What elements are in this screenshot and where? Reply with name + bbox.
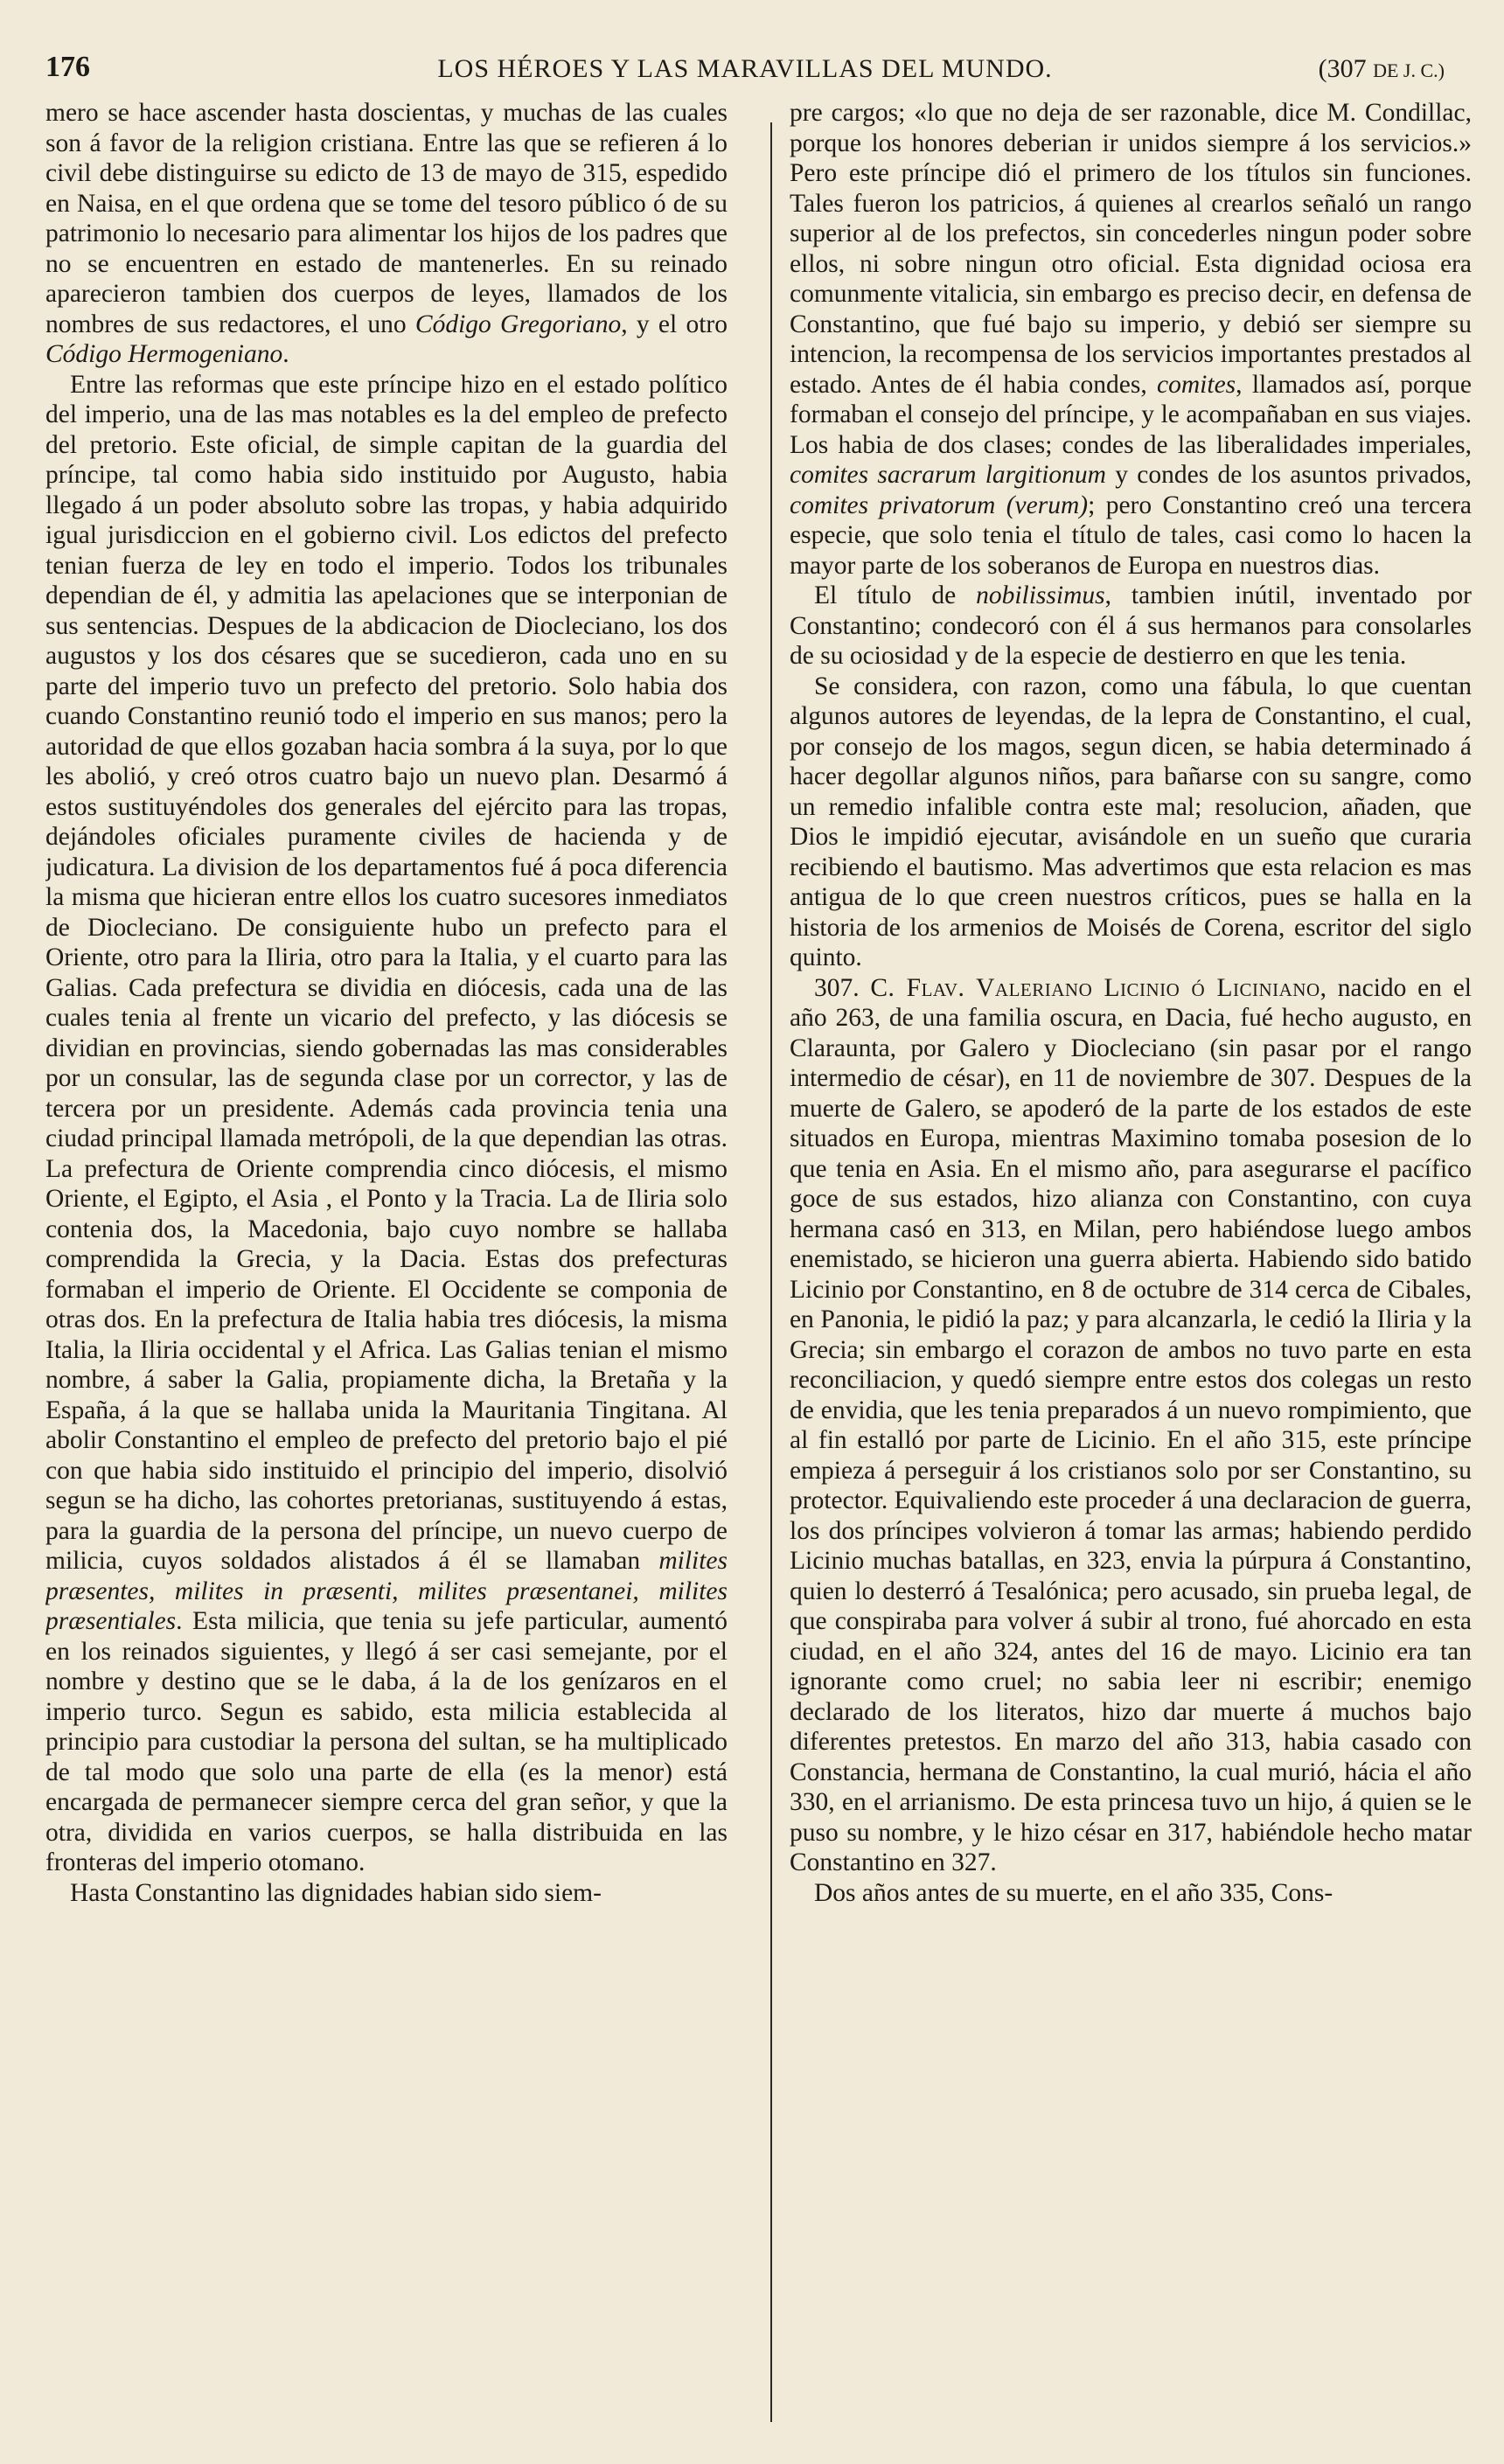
paragraph-licinius: 307. C. Flav. Valeriano Licinio ó Liciniano, nacido en el año 263, de una familia oscura, en Dacia, fué hecho augusto, en Claraunta, por Galero y Diocleciano (sin pasar por el rango intermedio de césar), en 11 de noviembre de 307. Despues de la muerte de Galero, se apoderó de la parte de los estados de este situados en Europa, mientras Maximino tomaba posesion de lo que tenia en Asia. En el mismo año, para asegurarse el pacífico goce de sus estados, hizo alianza con Constantino, con cuya hermana casó en 313, en Milan, pero habiéndose luego ambos enemistado, se hicieron una guerra abierta. Habiendo sido batido Licinio por Constantino, en 8 de octubre de 314 cerca de Cibales, en Panonia, le pidió la paz; y para alcanzarla, le cedió la Iliria y la Grecia; sin embargo el corazon de ambos no tuvo parte en esta reconciliacion, y quedó siempre entre estos dos colegas un resto de envidia, que les tenia preparados á un nuevo rompimiento, que al fin estalló por parte de Licinio. En el año 315, este príncipe empieza á perseguir á los cristianos solo por ser Constantino, su protector. Equivaliendo este proceder á una declaracion de guerra, los dos príncipes volvieron á tomar las armas; habiendo perdido Licinio muchas batallas, en 323, envia la púrpura á Constantino, quien lo desterró á Tesalónica; pero acusado, sin prueba legal, de que conspiraba para volver á subir al trono, fué ahorcado en esta ciudad, en el año 324, antes del 16 de mayo. Licinio era tan ignorante como cruel; no sabia leer ni escribir; enemigo declarado de los literatos, hizo dar muerte á muchos bajo diferentes pretestos. En marzo del año 313, habia casado con Constancia, hermana de Constantino, la cual murió, hácia el año 330, en el arrianismo. De esta princesa tuvo un hijo, á quien se le puso su nombre, y le hizo césar en 317, habiéndole hecho matar Constantino en 327. bbox=[790, 973, 1472, 1876]
paragraph-dignities: pre cargos; «lo que no deja de ser razonable, dice M. Condillac, porque los honores deberian ir unidos siempre á los servicios.» Pero este príncipe dió el primero de los títulos sin funciones. Tales fueron los patricios, á quienes al crearlos señaló un rango superior al de los prefectos, sin concederles ningun poder sobre ellos, ni sobre ningun otro oficial. Esta dignidad ociosa era comunmente vitalicia, sin embargo es preciso decir, en defensa de Constantino, que fué bajo su imperio, y debió ser siempre su intencion, la recompensa de los servicios importantes prestados al estado. Antes de él habia condes, comites, llamados así, porque formaban el consejo del príncipe, y le acompañaban en sus viajes. Los habia de dos clases; condes de las liberalidades imperiales, comites sacrarum largitionum y condes de los asuntos privados, comites privatorum (verum); pero Constantino creó una tercera especie, que solo tenia el título de tales, casi como lo hacen la mayor parte de los soberanos de Europa en nuestros dias. bbox=[790, 99, 1472, 580]
column-divider bbox=[770, 122, 772, 2422]
latin-privatorum: comites privatorum (verum) bbox=[790, 491, 1089, 519]
codigo-gregoriano: Código Gregoriano bbox=[414, 310, 622, 338]
era-label bbox=[1319, 54, 1445, 84]
latin-comites: comites bbox=[1157, 370, 1236, 399]
paragraph-edict: mero se hace ascender hasta doscientas, y muchas de las cuales son á favor de la religion cristiana. Entre las que se refieren á lo civil debe distinguirse su edicto de 13 de mayo de 315, espedido en Naisa, en el que ordena que se tome del tesoro público ó de su patrimonio lo necesario para alimentar los hijos de los padres que no se encuentren en estado de mantenerles. En su reinado aparecieron tambien dos cuerpos de leyes, llamados de los nombres de sus redactores, el uno Código Gregoriano, y el otro Código Hermogeniano. bbox=[45, 99, 728, 368]
page-number: 176 bbox=[45, 51, 90, 83]
codigo-hermogeniano: Código Hermogeniano bbox=[45, 340, 283, 368]
entry-number: 307. bbox=[814, 973, 860, 1002]
latin-milites: milites præsentes, milites in præsenti, milites præsentanei, milites præsentiales bbox=[45, 1547, 728, 1635]
era-year: (307 bbox=[1318, 54, 1367, 83]
page-header bbox=[45, 51, 1445, 94]
entry-name: C. Flav. Valeriano Licinio ó Liciniano bbox=[870, 973, 1320, 1002]
paragraph-continuation: Dos años antes de su muerte, en el año 335, Cons- bbox=[814, 1878, 1333, 1907]
paragraph-nobilissimus: El título de nobilissimus, tambien inútil, inventado por Constantino; condecoró con él á sus hermanos para consolarles de su ociosidad y de la especie de destierro en que les tenia. bbox=[790, 581, 1472, 670]
latin-sacrarum: comites sacrarum largitionum bbox=[790, 461, 1106, 489]
paragraph-leprosy-fable: Se considera, con razon, como una fábula, lo que cuentan algunos autores de leyendas, de la lepra de Constantino, el cual, por consejo de los magos, segun dicen, se habia determinado á hacer degollar algunos niños, para bañarse con su sangre, como un remedio infalible contra este mal; resolucion, añaden, que Dios le impidió ejecutar, avisándole en un sueño que curaria recibiendo el bautismo. Mas advertimos que esta relacion es mas antigua de lo que creen nuestros críticos, pues se halla en la historia de los armenios de Moisés de Corena, escritor del siglo quinto. bbox=[790, 672, 1472, 971]
latin-nobilissimus: nobilissimus bbox=[976, 581, 1105, 609]
right-column bbox=[790, 98, 1472, 2441]
paragraph-dignities-start: Hasta Constantino las dignidades habian sido siem- bbox=[70, 1878, 602, 1907]
left-column bbox=[45, 98, 728, 2441]
running-title: LOS HÉROES Y LAS MARAVILLAS DEL MUNDO. bbox=[437, 54, 1053, 83]
paragraph-prefect-reform: Entre las reformas que este príncipe hizo en el estado político del imperio, una de las mas notables es la del empleo de prefecto del pretorio. Este oficial, de simple capitan de la guardia del príncipe, tal como habia sido instituido por Augusto, habia llegado á un poder absoluto sobre las tropas, y habia adquirido igual jurisdiccion en el gobierno civil. Los edictos del prefecto tenian fuerza de ley en todo el imperio. Todos los tribunales dependian de él, y admitia las apelaciones que se interponian de sus sentencias. Despues de la abdicacion de Diocleciano, los dos augustos y los dos césares que se sucedieron, cada uno en su parte del imperio tuvo un prefecto del pretorio. Solo habia dos cuando Constantino reunió todo el imperio en sus manos; pero la autoridad de que ellos gozaban hacia sombra á la suya, por lo que les abolió, y creó otros cuatro bajo un nuevo plan. Desarmó á estos sustituyéndoles dos generales del ejército para las tropas, dejándoles oficiales puramente civiles de hacienda y de judicatura. La division de los departamentos fué á poca diferencia la misma que hicieran entre ellos los cuatro sucesores inmediatos de Diocleciano. De consiguiente hubo un prefecto para el Oriente, otro para la Iliria, otro para la Italia, y el cuarto para las Galias. Cada prefectura se dividia en diócesis, cada una de las cuales tenia al frente un vicario del prefecto, y las diócesis se dividian en provincias, siendo gobernadas las mas considerables por un consular, las de segunda clase por un corrector, y las de tercera por un presidente. Además cada provincia tenia una ciudad principal llamada metrópoli, de la que dependian las otras. La prefectura de Oriente comprendia cinco diócesis, el mismo Oriente, el Egipto, el Asia , el Ponto y la Tracia. La de Iliria solo contenia dos, la Macedonia, bajo cuyo nombre se hallaba comprendida la Grecia, y la Dacia. Estas dos prefecturas formaban el imperio de Oriente. El Occidente se componia de otras dos. En la prefectura de Italia habia tres diócesis, la misma Italia, la Iliria occidental y el Africa. Las Galias tenian el mismo nombre, á saber la Galia, propiamente dicha, la Bretaña y la España, á la que se hallaba unida la Mauritania Tingitana. Al abolir Constantino el empleo de prefecto del pretorio bajo el pié con que habia sido instituido el principio del imperio, disolvió segun se ha dicho, las cohortes pretorianas, sustituyendo á estas, para la guardia de la persona del príncipe, un nuevo cuerpo de milicia, cuyos soldados alistados á él se llamaban milites præsentes, milites in præsenti, milites præsentanei, milites præsentiales. Esta milicia, que tenia su jefe particular, aumentó en los reinados siguientes, y llegó á ser casi semejante, por el nombre y destino que se le daba, á la de los genízaros en el imperio turco. Segun es sabido, esta milicia establecida al principio para custodiar la persona del sultan, se ha multiplicado de tal modo que solo una parte de ella (es la menor) está encargada de permanecer siempre cerca del gran señor, y que la otra, dividida en varios cuerpos, se halla distribuida en las fronteras del imperio otomano. bbox=[45, 370, 728, 1876]
era-suffix: DE J. C.) bbox=[1373, 59, 1445, 81]
